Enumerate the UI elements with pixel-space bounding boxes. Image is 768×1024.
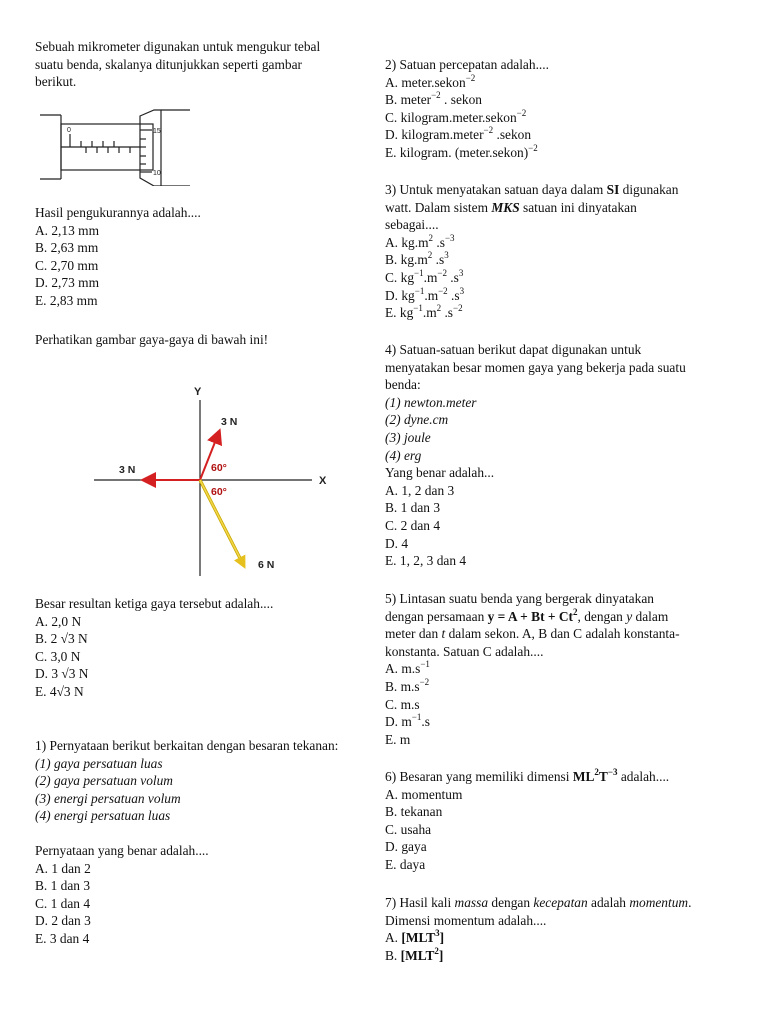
q3-option-e: E. $kg^{-1}.m^2$ $.s^{-2}$: [385, 303, 463, 321]
force-diagram: [90, 378, 340, 578]
q6-option-b: B. tekanan: [385, 804, 443, 820]
micrometer-zero-label: 0: [67, 127, 71, 134]
angle-top-label: 60°: [211, 462, 227, 474]
q5-line-2: dengan persamaan $y = A + Bt + Ct^2$, dengan y dalam: [385, 606, 669, 624]
q7-option-a: A. [MLT$^3$]: [385, 928, 445, 946]
micrometer-intro-1: Sebuah mikrometer digunakan untuk mengukur tebal: [35, 39, 321, 54]
q6-stem: 6) Besaran yang memiliki dimensi $ML^2T^{-3}$ adalah....: [385, 767, 670, 784]
q3-line-1: 3) Untuk menyatakan satuan daya dalam SI digunakan: [385, 182, 679, 197]
q4-option-c: C. 2 dan 4: [385, 517, 441, 533]
q1-statement-3: (3) energi persatuan volum: [35, 790, 181, 806]
q3-line-2: watt. Dalam sistem MKS satuan ini dinyatakan: [385, 199, 637, 215]
q7-line-1: 7) Hasil kali massa dengan kecepatan adalah momentum.: [385, 895, 692, 910]
q4-statement-2: (2) dyne.cm: [385, 412, 449, 428]
micrometer-option-a: A. 2,13 mm: [35, 222, 99, 238]
question-4: [385, 341, 755, 570]
q4-option-a: A. 1, 2 dan 3: [385, 482, 455, 498]
q5-option-c: C. m.s: [385, 696, 420, 712]
q4-option-d: D. 4: [385, 535, 409, 551]
q7-option-b: B. [MLT$^2$]: [385, 945, 444, 963]
q3-option-c: C. $kg^{-1}.m^{-2}$ $.s^3$: [385, 267, 464, 285]
question-2: [385, 56, 755, 162]
q4-option-b: B. 1 dan 3: [385, 500, 441, 516]
question-5: [385, 590, 760, 748]
q1-statement-2: (2) gaya persatuan volum: [35, 773, 173, 789]
micrometer-intro-2: suatu benda, skalanya ditunjukkan seperti gambar: [35, 56, 302, 72]
q4-question: Yang benar adalah...: [385, 465, 495, 481]
forces-option-d: D. 3 √3 N: [35, 666, 89, 682]
q2-option-c: C. kilogram.meter.sekon$^{-2}$: [385, 107, 527, 125]
q5-line-3: meter dan t dalam sekon. A, B dan C adalah konstanta-: [385, 626, 680, 642]
q1-option-e: E. 3 dan 4: [35, 930, 90, 946]
forces-option-a: A. 2,0 N: [35, 613, 82, 629]
q1-option-c: C. 1 dan 4: [35, 895, 91, 911]
force-left-label: 3 N: [119, 464, 136, 476]
question-3: [385, 181, 755, 322]
q2-option-d: D. kilogram.meter$^{-2}$ .sekon: [385, 125, 532, 143]
q5-option-a: A. $m.s^{-1}$: [385, 659, 430, 677]
q4-option-e: E. 1, 2, 3 dan 4: [385, 553, 467, 569]
forces-intro-text: Perhatikan gambar gaya-gaya di bawah ini!: [35, 332, 269, 347]
y-axis-label: Y: [194, 386, 202, 398]
micrometer-intro-3: berikut.: [35, 74, 77, 90]
q4-stem-3: benda:: [385, 377, 421, 393]
q4-stem-2: menyatakan besar momen gaya yang bekerja pada suatu: [385, 359, 686, 375]
forces-option-c: C. 3,0 N: [35, 648, 81, 664]
question-1: [35, 737, 380, 948]
q2-option-a: A. meter.sekon$^{-2}$: [385, 72, 476, 90]
q1-option-d: D. 2 dan 3: [35, 913, 91, 929]
micrometer-diagram: [36, 106, 196, 186]
q5-line-1: 5) Lintasan suatu benda yang bergerak dinyatakan: [385, 591, 654, 606]
force-up-label: 3 N: [221, 416, 238, 428]
forces-answers: [35, 595, 380, 701]
q1-option-a: A. 1 dan 2: [35, 860, 91, 876]
q4-statement-1: (1) newton.meter: [385, 394, 477, 410]
micrometer-question: [35, 38, 380, 91]
micrometer-prompt: Hasil pengukurannya adalah....: [35, 205, 201, 220]
q5-option-e: E. m: [385, 731, 411, 747]
q1-stem: 1) Pernyataan berikut berkaitan dengan besaran tekanan:: [35, 738, 339, 753]
q5-option-b: B. $m.s^{-2}$: [385, 676, 430, 694]
angle-bottom-label: 60°: [211, 486, 227, 498]
micrometer-10-label: 10: [153, 170, 161, 177]
q2-option-e: E. kilogram. (meter.sekon)$^{-2}$: [385, 142, 538, 160]
q1-statement-4: (4) energi persatuan luas: [35, 808, 171, 824]
q6-option-c: C. usaha: [385, 821, 432, 837]
q2-option-b: B. meter$^{-2}$ . sekon: [385, 90, 482, 108]
forces-intro: [35, 331, 268, 349]
q6-option-d: D. gaya: [385, 839, 427, 855]
micrometer-option-c: C. 2,70 mm: [35, 257, 99, 273]
q5-option-d: D. $m^{-1}.s$: [385, 712, 430, 730]
left-column: [35, 38, 380, 91]
forces-question: Besar resultan ketiga gaya tersebut adalah....: [35, 596, 274, 611]
q6-option-a: A. momentum: [385, 786, 463, 802]
force-down-label: 6 N: [258, 559, 275, 571]
q5-line-4: konstanta. Satuan C adalah....: [385, 643, 544, 659]
question-6: [385, 768, 755, 874]
q2-stem: 2) Satuan percepatan adalah....: [385, 57, 549, 72]
forces-option-e: E. 4√3 N: [35, 683, 84, 699]
q4-statement-4: (4) erg: [385, 447, 422, 463]
q3-line-3: sebagai....: [385, 217, 439, 233]
q3-option-a: A. $kg.m^2$ $.s^{-3}$: [385, 232, 455, 250]
micrometer-answers: [35, 204, 380, 310]
micrometer-option-e: E. 2,83 mm: [35, 292, 98, 308]
q1-question: Pernyataan yang benar adalah....: [35, 842, 209, 858]
micrometer-option-b: B. 2,63 mm: [35, 240, 99, 256]
forces-option-b: B. 2 √3 N: [35, 631, 88, 647]
q4-statement-3: (3) joule: [385, 429, 431, 445]
q7-line-2: Dimensi momentum adalah....: [385, 912, 547, 928]
x-axis-label: X: [319, 475, 327, 487]
q6-option-e: E. daya: [385, 856, 426, 872]
micrometer-15-label: 15: [153, 128, 161, 135]
q1-option-b: B. 1 dan 3: [35, 878, 91, 894]
question-7: [385, 894, 760, 964]
q3-option-b: B. $kg.m^2$ $.s^3$: [385, 250, 449, 268]
q3-option-d: D. $kg^{-1}.m^{-2}$ $.s^3$: [385, 285, 465, 303]
q1-statement-1: (1) gaya persatuan luas: [35, 755, 163, 771]
micrometer-option-d: D. 2,73 mm: [35, 275, 99, 291]
q4-stem-1: 4) Satuan-satuan berikut dapat digunakan untuk: [385, 342, 642, 357]
